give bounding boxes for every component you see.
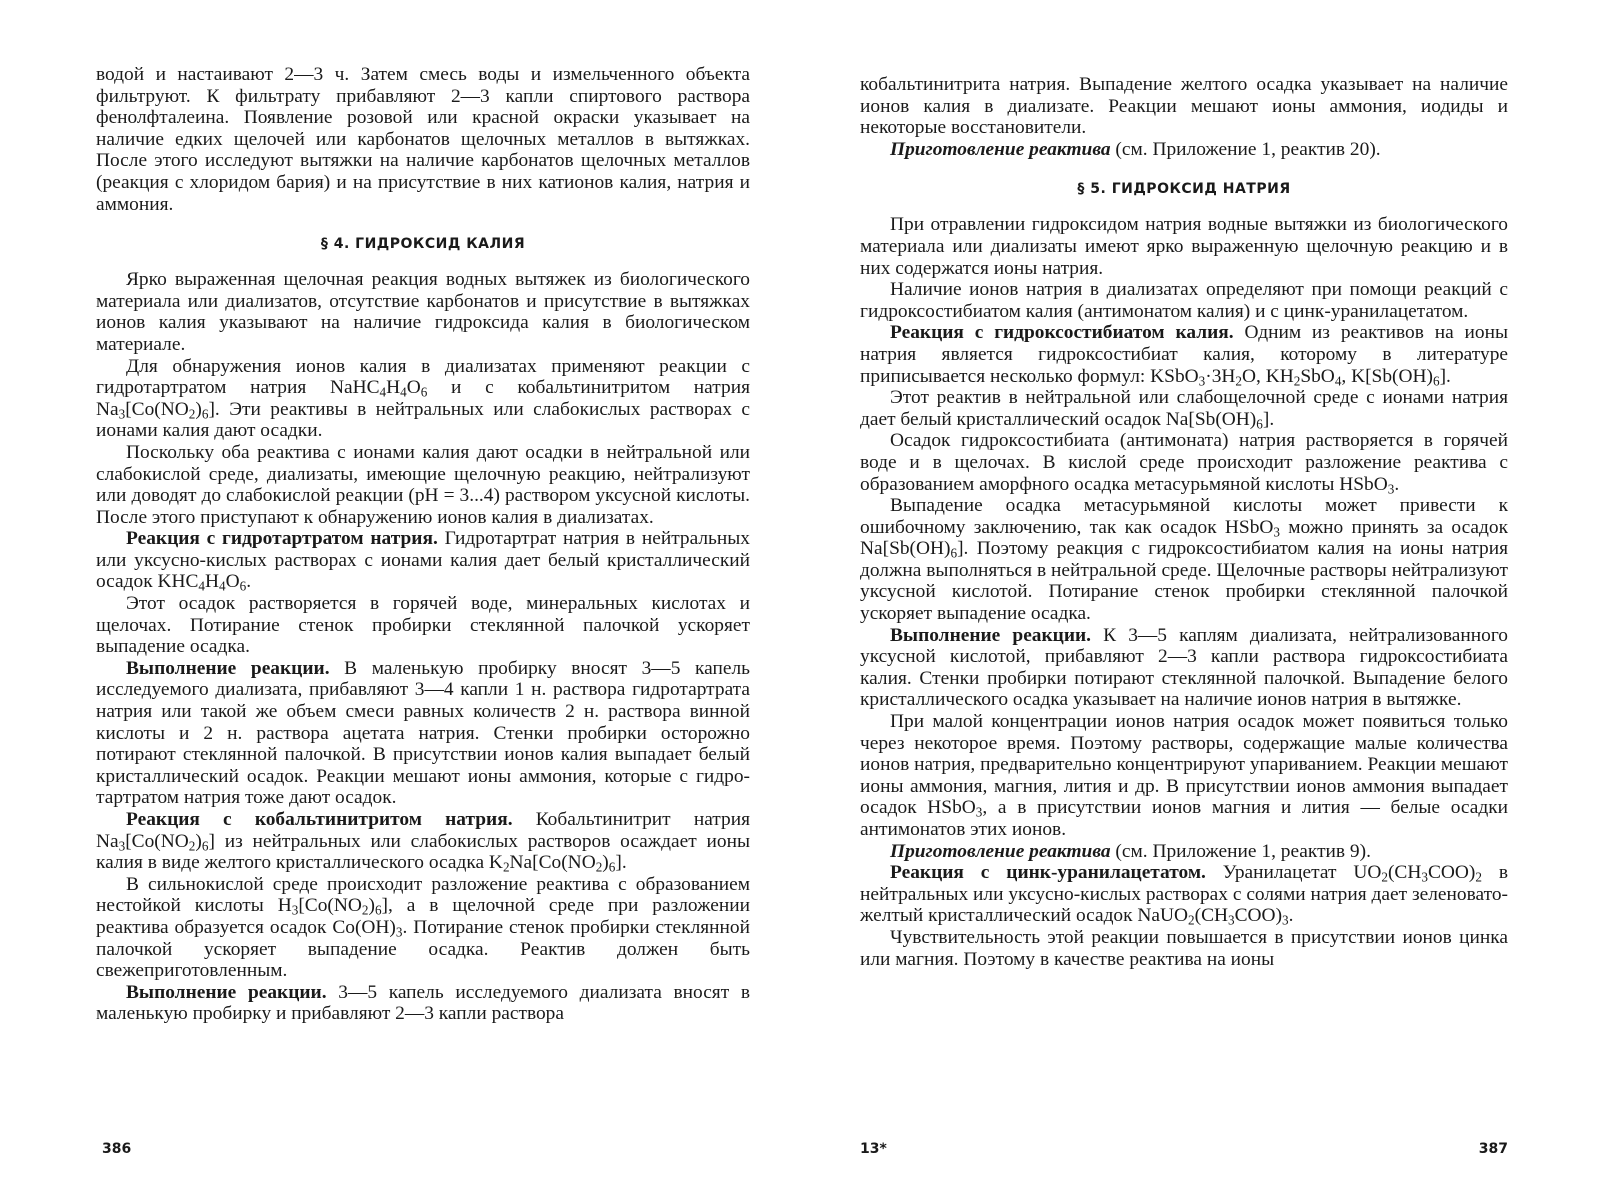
paragraph bbox=[96, 442, 750, 528]
paragraph bbox=[860, 927, 1508, 970]
formula-subscript: 6 bbox=[239, 579, 247, 595]
formula-subscript: 2 bbox=[1381, 869, 1388, 885]
formula-text: H bbox=[205, 571, 220, 593]
formula-text: COO) bbox=[1427, 862, 1476, 884]
paragraph-text: Гидротартрат натрия в нейтральных или уксусно-кислых растворах с ионами калия дает белый кристаллический осадок bbox=[96, 528, 750, 593]
formula-text: HSbO bbox=[1224, 516, 1274, 538]
paragraph-text: При отравлении гидроксидом натрия водные вытяжки из биологического материала или диализаты имеют ярко выраженную щелочную реакцию и в них содержатся ионы натрия. bbox=[860, 214, 1508, 279]
chemical-formula bbox=[1137, 905, 1289, 929]
paragraph-text: (см. Приложение 1, реактив 20). bbox=[1110, 138, 1381, 160]
formula-subscript: 2 bbox=[595, 859, 603, 875]
run-in-heading-italic: Приготовление реактива bbox=[890, 138, 1111, 160]
chemical-formula bbox=[96, 399, 215, 420]
formula-subscript: 3 bbox=[118, 838, 126, 854]
paragraph bbox=[860, 139, 1508, 161]
formula-subscript: 3 bbox=[975, 805, 983, 821]
paragraph bbox=[860, 214, 1508, 279]
paragraph-text: В маленькую пробирку вносят 3—5 капель исследуемого диализата, прибавляют 3—4 капли 1 н. раствора гидротартрата натрия или такой же объем смеси равных количеств 2 н. раствора винной кислоты и 2 н. раствора ацетата натрия. Стенки пробирки осторожно потирают стеклянной палочкой. В присутствии ионов калия выпадает белый кристаллический осадок. Реакции мешают ионы аммония, которые с гидротартратом натрия тоже дают осадок. bbox=[96, 657, 750, 809]
formula-text: Na[Sb(OH) bbox=[1165, 408, 1257, 430]
paragraph-text: . bbox=[621, 852, 627, 874]
paragraph-text: . Эти реактивы в нейтральных или слабокислых растворах с ионами калия дают осадки. bbox=[96, 398, 750, 442]
chemical-formula bbox=[1166, 409, 1270, 430]
formula-subscript: 6 bbox=[420, 384, 428, 400]
page-number-right: 387 bbox=[1478, 1141, 1508, 1157]
paragraph bbox=[860, 430, 1508, 495]
paragraph-text: (см. Приложение 1, реактив 9). bbox=[1110, 840, 1371, 862]
formula-subscript: 6 bbox=[608, 859, 616, 875]
chemical-formula bbox=[1353, 862, 1482, 883]
formula-text: HSbO bbox=[1339, 473, 1388, 495]
paragraph bbox=[860, 862, 1508, 927]
paragraph bbox=[96, 356, 750, 442]
paragraph-text: кобальтинитрита натрия. Выпадение желтого осадка указывает на наличие ионов калия в диализате. Реакции мешают ионы аммония, иодиды и некоторые восстановители. bbox=[860, 74, 1508, 139]
paragraph-text: Одним из реактивов на ионы натрия является гидроксостибиат калия, которому в литературе приписывается несколько формул: bbox=[860, 322, 1508, 387]
formula-text: ] bbox=[208, 830, 215, 852]
formula-subscript: 2 bbox=[1235, 373, 1243, 389]
formula-subscript: 2 bbox=[1293, 373, 1301, 389]
paragraph bbox=[96, 874, 750, 982]
paragraph-text: Выпадение осадка метасурьмяной кислоты может привести к ошибочному заключению, так как осадок bbox=[860, 495, 1508, 538]
formula-text: ] bbox=[615, 852, 622, 874]
chemical-formula bbox=[277, 895, 389, 919]
formula-subscript: 2 bbox=[361, 903, 369, 919]
formula-text: ·3H bbox=[1205, 365, 1236, 387]
paragraph-text: К 3—5 каплям диализата, нейтрализованного уксусной кислотой, прибавляют 2—3 капли раствора гидроксостибиата калия. Стенки пробирки потирают стеклянной палочкой. Выпадение белого кристаллического осадка указывает на наличие ионов натрия в вытяжке. bbox=[860, 624, 1508, 711]
formula-subscript: 3 bbox=[1282, 913, 1289, 929]
paragraph bbox=[860, 711, 1508, 841]
formula-subscript: 3 bbox=[1387, 481, 1395, 497]
section-heading-5: § 5. ГИДРОКСИД НАТРИЯ bbox=[1077, 181, 1291, 198]
left-page bbox=[96, 0, 750, 1202]
paragraph-text: водой и настаивают 2—3 ч. Затем смесь воды и измельченного объекта фильтруют. К фильтрату прибавляют 2—3 капли спиртового раствора фенолфталеина. Появление розовой или красной окраски указывает на наличие едких щелочей или карбонатов щелочных металлов в вытяжках. После этого исследуют вытяжки на наличие карбонатов щелочных металлов (реакция с хлоридом бария) и на присутствие в них катионов калия, натрия и аммония. bbox=[96, 64, 750, 215]
formula-text: H bbox=[386, 377, 401, 399]
formula-text: NaUO bbox=[1137, 905, 1189, 927]
run-in-heading: Реакция с гидроксостибиатом калия. bbox=[890, 322, 1234, 344]
paragraph-text: Чувствительность этой реакции повышается в присутствии ионов цинка или магния. Поэтому в качестве реактива на ионы bbox=[860, 926, 1508, 970]
chemical-formula bbox=[332, 917, 402, 938]
left-page-text bbox=[96, 64, 750, 1025]
formula-text: ] bbox=[381, 895, 389, 917]
paragraph-text: Кобальтинитрит натрия bbox=[512, 809, 750, 830]
formula-subscript: 2 bbox=[188, 838, 196, 854]
paragraph bbox=[96, 658, 750, 809]
run-in-heading: Выполнение реакции. bbox=[890, 624, 1092, 646]
paragraph bbox=[860, 74, 1508, 139]
paragraph-text: Наличие ионов натрия в диализатах определяют при помощи реакций с гидроксостибиатом калия (антимонатом калия) и с цинк-уранилацетатом. bbox=[860, 279, 1508, 322]
paragraph-text: Осадок гидроксостибиата (антимоната) натрия растворяется в горячей воде и в щелочах. В кислой среде происходит разложение реактива с образованием аморфного осадка метасурьмяной кислоты bbox=[860, 430, 1508, 495]
formula-text: O bbox=[225, 571, 240, 593]
paragraph-text: Ярко выраженная щелочная реакция водных вытяжек из биологического материала или диализатов, отсутствие карбонатов и присутствие в вытяжках ионов калия указывают на наличие гидроксида калия в биологическом материале. bbox=[96, 269, 750, 355]
formula-subscript: 6 bbox=[374, 903, 382, 919]
formula-text: , K[Sb(OH) bbox=[1341, 365, 1433, 387]
formula-text: Na bbox=[96, 398, 119, 420]
paragraph-text: Этот реактив в нейтральной или слабощелочной среде с ионами натрия дает белый кристаллический осадок bbox=[860, 387, 1508, 430]
formula-text: Na bbox=[96, 830, 119, 852]
paragraph bbox=[96, 809, 750, 874]
formula-subscript: 4 bbox=[198, 579, 206, 595]
paragraph-text: . bbox=[1394, 473, 1400, 495]
formula-subscript: 3 bbox=[1421, 869, 1428, 885]
formula-text: ) bbox=[195, 398, 202, 420]
chemical-formula bbox=[927, 797, 983, 821]
run-in-heading: Реакция с цинк-уранилацетатом. bbox=[890, 862, 1206, 884]
formula-text: COO) bbox=[1234, 905, 1283, 927]
formula-subscript: 2 bbox=[502, 859, 510, 875]
paragraph-text: Уранилацетат bbox=[1205, 862, 1354, 884]
formula-text: ) bbox=[195, 830, 202, 852]
paragraph-text: . bbox=[1288, 905, 1294, 927]
right-page bbox=[860, 0, 1508, 1202]
paragraph-text: Этот осадок растворяется в горячей воде, минеральных кислотах и щелочах. Потирание стенок пробирки стеклянной палочкой ускоряет выпадение осадка. bbox=[96, 593, 750, 658]
run-in-heading-italic: Приготовление реактива bbox=[890, 840, 1111, 862]
formula-subscript: 3 bbox=[1273, 524, 1281, 540]
formula-subscript: 6 bbox=[1256, 416, 1263, 432]
paragraph-text: При малой концентрации ионов натрия осадок может появиться только через некоторое время. Поэтому растворы, содержащие малые количества ионов натрия, предварительно концентрируют упариванием. Реакции мешают ионы аммония, магния, лития и др. В присутствии ионов аммония выпадает осадок bbox=[860, 711, 1508, 819]
formula-text: ) bbox=[368, 895, 375, 917]
paragraph-text: В сильнокислой среде происходит разложение реактива с образованием нестойкой кислоты bbox=[96, 873, 750, 917]
formula-subscript: 4 bbox=[400, 384, 407, 400]
paragraph-text: , а в щелочной среде при разложении реактива образуется осадок bbox=[96, 895, 750, 938]
formula-text: ] bbox=[957, 538, 964, 560]
formula-text: ] bbox=[1439, 365, 1447, 387]
section-heading-4: § 4. ГИДРОКСИД КАЛИЯ bbox=[320, 236, 526, 253]
right-page-text bbox=[860, 74, 1508, 970]
formula-text: ] bbox=[208, 398, 215, 420]
formula-text: UO bbox=[1353, 862, 1382, 884]
paragraph-text: можно принять за осадок bbox=[1280, 516, 1508, 538]
formula-text: Na[Sb(OH) bbox=[860, 538, 951, 560]
formula-text: ) bbox=[602, 852, 609, 874]
paragraph-text: . bbox=[246, 571, 252, 593]
formula-text: O, KH bbox=[1242, 365, 1294, 387]
formula-text: SbO bbox=[1300, 365, 1335, 387]
chemical-formula bbox=[1150, 366, 1446, 387]
formula-text: NaHC bbox=[329, 377, 380, 399]
formula-subscript: 3 bbox=[118, 406, 126, 422]
paragraph-text: и с кобальтинитритом натрия bbox=[427, 377, 750, 399]
chemical-formula bbox=[330, 377, 427, 398]
formula-text: H bbox=[277, 895, 292, 917]
run-in-heading: Выполнение реакции. bbox=[126, 657, 330, 679]
formula-text: [Co(NO bbox=[125, 398, 189, 420]
formula-text: ] bbox=[1262, 408, 1270, 430]
paragraph bbox=[860, 625, 1508, 711]
chemical-formula bbox=[157, 571, 247, 595]
formula-subscript: 2 bbox=[1475, 869, 1482, 885]
formula-text: (CH bbox=[1194, 905, 1229, 927]
paragraph bbox=[96, 64, 750, 215]
formula-text: KHC bbox=[157, 571, 199, 593]
signature-mark: 13* bbox=[860, 1141, 887, 1157]
run-in-heading: Реакция с кобальтинитритом натрия. bbox=[126, 809, 513, 830]
paragraph-text: в нейтральных или уксусно-кислых растворах с солями натрия дает зеленовато-желтый кристаллический осадок bbox=[860, 862, 1508, 927]
paragraph-text: . bbox=[1269, 408, 1275, 430]
chemical-formula bbox=[1225, 517, 1280, 538]
paragraph bbox=[860, 495, 1508, 625]
chemical-formula bbox=[1339, 474, 1394, 495]
paragraph-text: , а в присутствии ионов магния и лития — белые осадки антимонатов этих ионов. bbox=[860, 797, 1508, 840]
formula-subscript: 2 bbox=[188, 406, 196, 422]
formula-text: [Co(NO bbox=[298, 895, 362, 917]
paragraph-text: Для обнаружения ионов калия в диализатах применяют реакции с гидротартратом натрия bbox=[96, 355, 750, 399]
formula-text: Co(OH) bbox=[332, 916, 396, 938]
chemical-formula bbox=[489, 852, 622, 873]
formula-text: (CH bbox=[1387, 862, 1422, 884]
formula-subscript: 3 bbox=[1198, 373, 1206, 389]
formula-subscript: 3 bbox=[395, 924, 403, 940]
paragraph bbox=[860, 322, 1508, 387]
paragraph-text: 3—5 капель исследуемого диализата вносят в маленькую пробирку и прибавляют 2—3 капли раствора bbox=[96, 981, 751, 1025]
paragraph-text: из нейтральных или слабокислых растворов осаждает ионы калия в виде желтого кристаллического осадка bbox=[96, 830, 750, 874]
formula-text: KSbO bbox=[1150, 365, 1199, 387]
formula-subscript: 3 bbox=[291, 903, 299, 919]
chemical-formula bbox=[860, 538, 964, 559]
formula-subscript: 4 bbox=[379, 384, 387, 400]
paragraph bbox=[96, 593, 750, 658]
formula-subscript: 2 bbox=[1188, 913, 1195, 929]
paragraph bbox=[860, 841, 1508, 863]
paragraph bbox=[96, 269, 750, 355]
formula-subscript: 3 bbox=[1228, 913, 1235, 929]
run-in-heading: Выполнение реакции. bbox=[126, 981, 327, 1003]
formula-text: K bbox=[488, 852, 503, 874]
run-in-heading: Реакция с гидротартратом натрия. bbox=[126, 528, 438, 550]
formula-text: O bbox=[406, 377, 421, 399]
formula-subscript: 4 bbox=[1334, 373, 1342, 389]
formula-subscript: 4 bbox=[219, 579, 226, 595]
paragraph bbox=[96, 528, 750, 593]
formula-subscript: 6 bbox=[950, 545, 958, 561]
paragraph-text: Поскольку оба реактива с ионами калия дают осадки в нейтральной или слабокислой среде, диализаты, имеющие щелочную реакцию, нейтрализуют или доводят до слабокислой реакции (pH = 3...4) раствором уксусной кислоты. После этого приступают к обнаружению ионов калия в диализатах. bbox=[96, 441, 750, 528]
paragraph bbox=[860, 387, 1508, 430]
formula-subscript: 6 bbox=[1432, 373, 1440, 389]
formula-text: HSbO bbox=[927, 797, 976, 819]
paragraph-text: . Потирание стенок пробирки стеклянной палочкой ускоряет выпадение осадка. Реактив должен быть свежеприготовленным. bbox=[96, 916, 750, 982]
paragraph-text: . Поэтому реакция с гидроксостибиатом калия на ионы натрия должна выполняться в нейтральной среде. Щелочные растворы нейтрализуют уксусной кислотой. Потирание стенок пробирки стеклянной палочкой ускоряет выпадение осадка. bbox=[860, 538, 1508, 625]
paragraph-text: . bbox=[1446, 365, 1451, 387]
chemical-formula bbox=[96, 831, 215, 852]
formula-text: Na[Co(NO bbox=[509, 852, 596, 874]
page-number-left: 386 bbox=[102, 1141, 132, 1157]
formula-text: [Co(NO bbox=[125, 830, 189, 852]
paragraph bbox=[860, 279, 1508, 322]
formula-subscript: 6 bbox=[201, 838, 209, 854]
paragraph bbox=[96, 982, 750, 1025]
formula-subscript: 6 bbox=[201, 406, 209, 422]
